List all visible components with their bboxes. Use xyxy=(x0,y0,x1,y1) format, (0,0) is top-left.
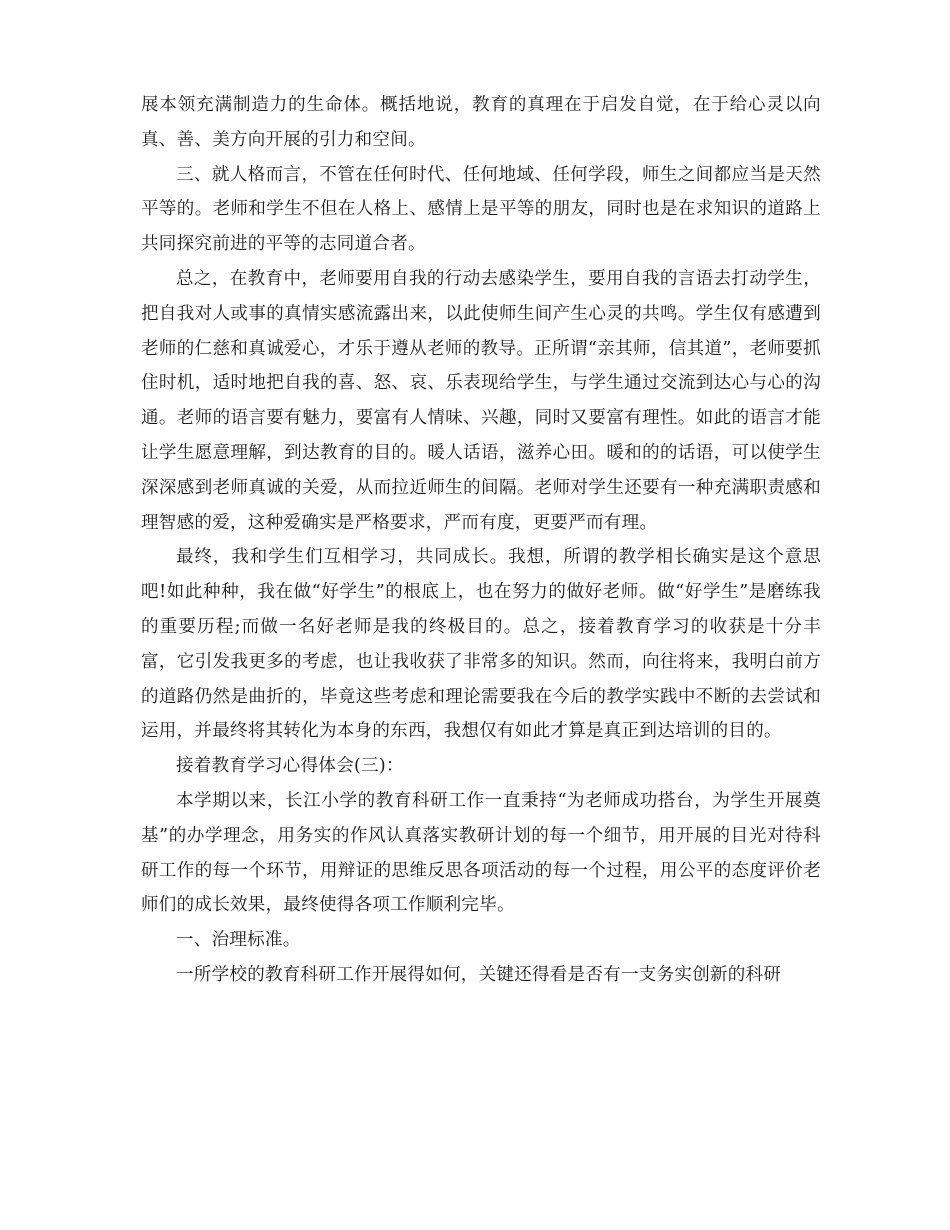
paragraph: 展本领充满制造力的生命体。概括地说，教育的真理在于启发自觉，在于给心灵以向真、善、美方向开展的引力和空间。 xyxy=(141,95,821,150)
paragraph: 三、就人格而言，不管在任何时代、任何地域、任何学段，师生之间都应当是天然平等的。老师和学生不但在人格上、感情上是平等的朋友，同时也是在求知识的道路上共同探究前进的平等的志同道合者。 xyxy=(141,164,821,255)
section-heading: 一、治理标准。 xyxy=(176,930,301,951)
paragraph: 最终，我和学生们互相学习，共同成长。我想，所谓的教学相长确实是这个意思吧!如此种种，我在做“好学生”的根底上，也在努力的做好老师。做“好学生”是磨练我的重要历程;而做一名好老师是我的终极目的。总之，接着教育学习的收获是十分丰富，它引发我更多的考虑，也让我收获了非常多的知识。然而，向往将来，我明白前方的道路仍然是曲折的，毕竟这些考虑和理论需要我在今后的教学实践中不断的去尝试和运用，并最终将其转化为本身的东西，我想仅有如此才算是真正到达培训的目的。 xyxy=(141,547,821,742)
paragraph: 总之，在教育中，老师要用自我的行动去感染学生，要用自我的言语去打动学生，把自我对人或事的真情实感流露出来，以此使师生间产生心灵的共鸣。学生仅有感遭到老师的仁慈和真诚爱心，才乐于遵从老师的教导。正所谓“亲其师，信其道”，老师要抓住时机，适时地把自我的喜、怒、哀、乐表现给学生，与学生通过交流到达心与心的沟通。老师的语言要有魅力，要富有人情味、兴趣，同时又要富有理性。如此的语言才能让学生愿意理解，到达教育的目的。暖人话语，滋养心田。暖和的的话语，可以使学生深深感到老师真诚的关爱，从而拉近师生的间隔。老师对学生还要有一种充满职责感和理智感的爱，这种爱确实是严格要求，严而有度，更要严而有理。 xyxy=(141,268,821,533)
section-heading: 接着教育学习心得体会(三)： xyxy=(176,756,404,777)
paragraph: 一所学校的教育科研工作开展得如何，关键还得看是否有一支务实创新的科研 xyxy=(176,964,782,985)
paragraph: 本学期以来，长江小学的教育科研工作一直秉持“为老师成功搭台，为学生开展奠基”的办学理念，用务实的作风认真落实教研计划的每一个细节，用开展的目光对待科研工作的每一个环节，用辩证的思维反思各项活动的每一个过程，用公平的态度评价老师们的成长效果，最终使得各项工作顺利完毕。 xyxy=(141,790,821,916)
document-body xyxy=(141,88,821,993)
